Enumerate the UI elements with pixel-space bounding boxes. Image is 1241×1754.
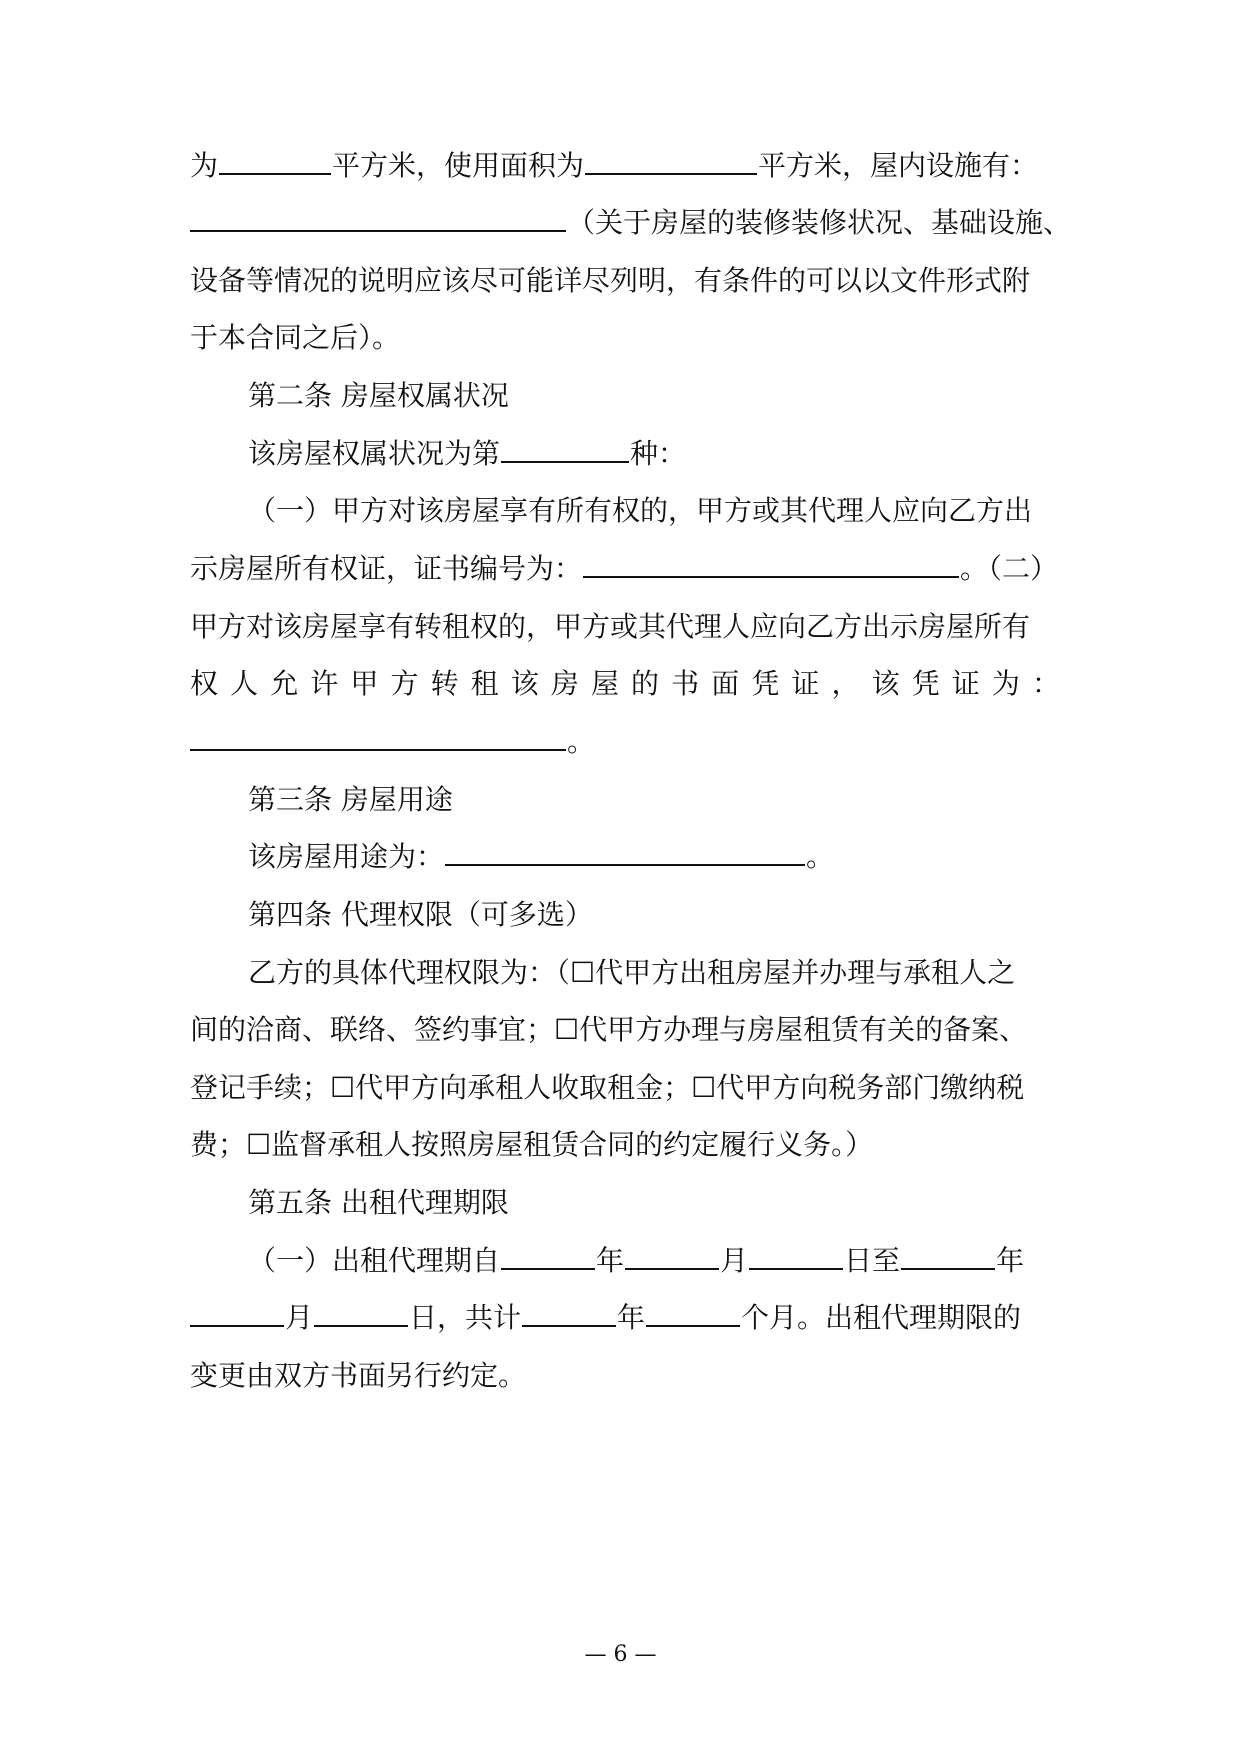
text-line: 于本合同之后）。: [190, 321, 401, 354]
text-char: 证: [951, 667, 980, 700]
blank-field: [501, 435, 629, 463]
text-line: [190, 722, 1060, 762]
text-segment: 。: [806, 840, 835, 873]
text-char: 证: [791, 667, 820, 700]
text-char: 许: [310, 667, 339, 700]
text-segment: 为: [190, 149, 219, 182]
text-line: （一）甲方对该房屋享有所有权的，甲方或其代理人应向乙方出: [248, 494, 1033, 527]
page-number: — 6 —: [584, 1642, 657, 1667]
text-line: 费；☐监督承租人按照房屋租赁合同的约定履行义务。）: [190, 1128, 874, 1161]
text-char: 为: [991, 667, 1020, 700]
section-heading: 第三条 房屋用途: [248, 783, 453, 816]
text-line: 登记手续；☐代甲方向承租人收取租金；☐代甲方向税务部门缴纳税: [190, 1071, 1025, 1104]
blank-field: [749, 1242, 843, 1270]
text-char: 面: [711, 667, 740, 700]
blank-field: [901, 1242, 995, 1270]
text-line: [190, 1298, 1060, 1338]
text-char: 允: [270, 667, 299, 700]
text-line: 乙方的具体代理权限为：（☐代甲方出租房屋并办理与承租人之: [248, 956, 1016, 989]
text-char: 凭: [751, 667, 780, 700]
blank-field: [190, 723, 566, 751]
text-char: 房: [550, 667, 579, 700]
text-segment: 年: [996, 1244, 1025, 1277]
text-segment: 该房屋用途为：: [248, 840, 445, 873]
text-line: 间的洽商、联络、签约事宜；☐代甲方办理与房屋租赁有关的备案、: [190, 1013, 1028, 1046]
blank-field: [646, 1299, 740, 1327]
text-line: [248, 434, 1060, 474]
text-char: 转: [430, 667, 459, 700]
text-segment: 示房屋所有权证，证书编号为：: [190, 552, 583, 585]
text-segment: 日，共计: [409, 1301, 522, 1334]
text-char: 租: [470, 667, 499, 700]
text-char: 方: [390, 667, 419, 700]
section-heading: 第五条 出租代理期限: [248, 1186, 509, 1219]
blank-field: [190, 1299, 284, 1327]
text-char: 权: [190, 667, 219, 700]
text-segment: 平方米，使用面积为: [332, 149, 585, 182]
text-segment: 。: [567, 725, 596, 758]
text-segment: 个月。出租代理期限的: [741, 1301, 1022, 1334]
blank-field: [501, 1242, 595, 1270]
text-line: [248, 837, 1060, 877]
text-line: 变更由双方书面另行约定。: [190, 1359, 527, 1392]
blank-field: [190, 204, 566, 232]
blank-field: [219, 147, 331, 175]
text-line: [190, 203, 1072, 243]
text-line: [248, 1241, 1060, 1281]
text-char: 的: [631, 667, 660, 700]
text-line: 甲方对该房屋享有转租权的，甲方或其代理人应向乙方出示房屋所有: [190, 610, 1031, 643]
text-char: 该: [871, 667, 900, 700]
text-segment: 日至: [844, 1244, 901, 1277]
text-line: [190, 549, 1060, 589]
text-segment: （关于房屋的装修装修状况、基础设施、: [567, 206, 1072, 239]
blank-field: [314, 1299, 408, 1327]
text-segment: 该房屋权属状况为第: [248, 437, 501, 470]
text-segment: 。（二）: [960, 552, 1059, 585]
blank-field: [585, 147, 757, 175]
blank-field: [583, 550, 959, 578]
text-char: ，: [831, 667, 860, 700]
blank-field: [445, 838, 805, 866]
text-segment: 月: [285, 1301, 314, 1334]
text-char: ：: [1031, 667, 1060, 700]
section-heading: 第四条 代理权限（可多选）: [248, 898, 593, 931]
text-char: 书: [671, 667, 700, 700]
text-line: [190, 146, 1060, 186]
text-segment: 平方米，屋内设施有：: [758, 149, 1039, 182]
text-char: 甲: [350, 667, 379, 700]
blank-field: [625, 1242, 719, 1270]
text-line-justified: [190, 664, 1060, 704]
text-segment: 年: [596, 1244, 625, 1277]
text-segment: （一）出租代理期自: [248, 1244, 501, 1277]
text-segment: 月: [720, 1244, 749, 1277]
text-char: 该: [510, 667, 539, 700]
text-char: 人: [230, 667, 259, 700]
text-segment: 年: [617, 1301, 646, 1334]
text-line: 设备等情况的说明应该尽可能详尽列明，有条件的可以以文件形式附: [190, 264, 1031, 297]
section-heading: 第二条 房屋权属状况: [248, 379, 509, 412]
blank-field: [522, 1299, 616, 1327]
text-char: 凭: [911, 667, 940, 700]
text-segment: 种：: [630, 437, 687, 470]
text-char: 屋: [590, 667, 619, 700]
